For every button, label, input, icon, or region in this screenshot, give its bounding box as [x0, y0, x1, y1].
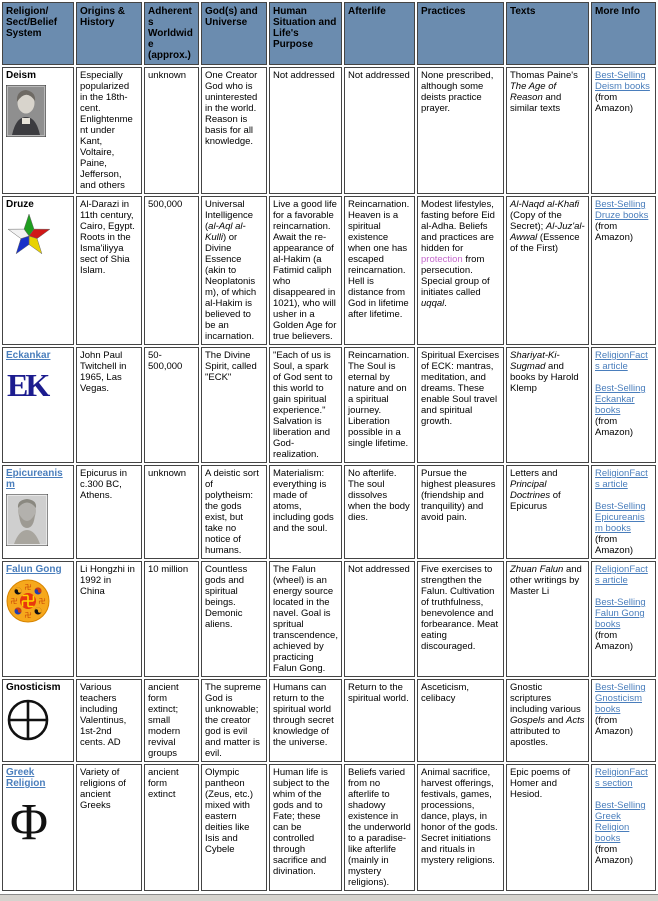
italic-text: Gospels [510, 715, 545, 726]
table-row [2, 679, 656, 762]
more-info-link[interactable]: Best-Selling Druze books [595, 199, 649, 221]
more-info-cell [591, 196, 656, 345]
more-info-link[interactable]: Best-Selling Eckankar books [595, 383, 646, 416]
afterlife-cell: Not addressed [344, 561, 415, 677]
spacer [595, 789, 652, 800]
column-header-1: Origins & History [76, 2, 142, 65]
religion-cell [2, 67, 74, 194]
practices-cell: Asceticism, celibacy [417, 679, 504, 762]
texts-cell: Zhuan Falun and other writings by Master Li [506, 561, 589, 677]
italic-text: Principal Doctrines [510, 479, 551, 501]
origins-cell: Epicurus in c.300 BC, Athens. [76, 465, 142, 559]
more-info-link[interactable]: ReligionFacts article [595, 564, 648, 586]
druze-star-icon [6, 214, 70, 258]
more-info-cell [591, 764, 656, 891]
gnostic-circle-cross-icon [6, 697, 70, 743]
religion-name [6, 564, 70, 575]
column-header-0: Religion/Sect/Belief System [2, 2, 74, 65]
practices-cell: None prescribed, although some deists practice prayer. [417, 67, 504, 194]
adherents-cell: unknown [144, 465, 199, 559]
italic-text: Al-Juz'al-Awwal [510, 221, 585, 243]
human-situation-cell: Not addressed [269, 67, 342, 194]
religion-name [6, 767, 70, 789]
svg-text:EK: EK [7, 367, 48, 403]
visited-link[interactable]: protection [421, 254, 463, 265]
italic-text: al-Aql al-Kulli [205, 221, 246, 243]
human-situation-cell: Live a good life for a favorable reincarnation. Await the re-appearance of al-Hakim (a Fatimid caliph who disappeared in 1021), who will usher in a Golden Age for true believers. [269, 196, 342, 345]
religion-name: Druze [6, 199, 34, 210]
more-info-note: (from Amazon) [595, 221, 634, 243]
religion-cell [2, 465, 74, 559]
adherents-cell: 50-500,000 [144, 347, 199, 463]
origins-cell: Especially popularized in the 18th-cent. Enlightenment under Kant, Voltaire, Paine, Jefferson, and others [76, 67, 142, 194]
more-info-note: (from Amazon) [595, 92, 634, 114]
table-row [2, 347, 656, 463]
italic-text: Zhuan Falun [510, 564, 564, 575]
gods-cell: One Creator God who is uninterested in the world. Reason is basis for all knowledge. [201, 67, 267, 194]
bottom-strip [0, 894, 658, 901]
column-header-8: More Info [591, 2, 656, 65]
more-info-cell [591, 679, 656, 762]
afterlife-cell: Not addressed [344, 67, 415, 194]
more-info-link[interactable]: Best-Selling Greek Religion books [595, 800, 646, 844]
adherents-cell: 500,000 [144, 196, 199, 345]
more-info-note: (from Amazon) [595, 715, 634, 737]
column-header-6: Practices [417, 2, 504, 65]
spacer [595, 372, 652, 383]
texts-cell: Letters and Principal Doctrines of Epicurus [506, 465, 589, 559]
gods-cell: The Divine Spirit, called "ECK" [201, 347, 267, 463]
human-situation-cell: "Each of us is Soul, a spark of God sent to this world to gain spiritual experience." Salvation is liberation and God-realization. [269, 347, 342, 463]
religion-name-link[interactable]: Falun Gong [6, 564, 62, 575]
more-info-link[interactable]: Best-Selling Gnosticism books [595, 682, 646, 715]
practices-cell: Pursue the highest pleasures (friendship and tranquility) and avoid pain. [417, 465, 504, 559]
italic-text: uqqal [421, 298, 445, 309]
religion-cell [2, 764, 74, 891]
gods-cell: Olympic pantheon (Zeus, etc.) mixed with eastern deities like Isis and Cybele [201, 764, 267, 891]
column-header-7: Texts [506, 2, 589, 65]
more-info-cell [591, 347, 656, 463]
deism-portrait-icon [6, 85, 70, 137]
religion-cell [2, 347, 74, 463]
gods-cell: Countless gods and spiritual beings. Demonic aliens. [201, 561, 267, 677]
more-info-note: (from Amazon) [595, 844, 634, 866]
more-info-note: (from Amazon) [595, 630, 634, 652]
table-row [2, 561, 656, 677]
more-info-cell [591, 67, 656, 194]
adherents-cell: 10 million [144, 561, 199, 677]
table-row [2, 764, 656, 891]
table-row [2, 67, 656, 194]
afterlife-cell: Return to the spiritual world. [344, 679, 415, 762]
origins-cell: Variety of religions of ancient Greeks [76, 764, 142, 891]
human-situation-cell: Human life is subject to the whim of the gods and to Fate; these can be controlled through sacrifice and divination. [269, 764, 342, 891]
texts-cell: Thomas Paine's The Age of Reason and similar texts [506, 67, 589, 194]
religion-name: Gnosticism [6, 682, 61, 693]
religion-name [6, 350, 70, 361]
religion-name [6, 468, 70, 490]
religion-cell [2, 196, 74, 345]
adherents-cell: ancient form extinct [144, 764, 199, 891]
column-header-2: Adherents Worldwide (approx.) [144, 2, 199, 65]
italic-text: Acts [566, 715, 585, 726]
afterlife-cell: Reincarnation. Heaven is a spiritual existence when one has escaped reincarnation. Hell is distance from God in lifetime after lifetime. [344, 196, 415, 345]
gods-cell: A deistic sort of polytheism: the gods exist, but take no notice of humans. [201, 465, 267, 559]
falun-emblem-icon[interactable] [6, 579, 70, 623]
column-header-3: God(s) and Universe [201, 2, 267, 65]
practices-cell: Spiritual Exercises of ECK: mantras, meditation, and dreams. These enable Soul travel and spiritual growth. [417, 347, 504, 463]
human-situation-cell: Materialism: everything is made of atoms, including gods and the soul. [269, 465, 342, 559]
texts-cell: Epic poems of Homer and Hesiod. [506, 764, 589, 891]
italic-text: Al-Naqd al-Khafi [510, 199, 580, 210]
origins-cell: Various teachers including Valentinus, 1st-2nd cents. AD [76, 679, 142, 762]
italic-text: Shariyat-Ki-Sugmad [510, 350, 560, 372]
more-info-link[interactable]: Best-Selling Falun Gong books [595, 597, 646, 630]
texts-cell: Al-Naqd al-Khafi (Copy of the Secret); Al-Juz'al-Awwal (Essence of the First) [506, 196, 589, 345]
human-situation-cell: The Falun (wheel) is an energy source located in the navel. Goal is spritual transcendence, achieved by practicing Falun Gong. [269, 561, 342, 677]
origins-cell: Al-Darazi in 11th century, Cairo, Egypt. Roots in the Isma'iliyya sect of Shia Islam. [76, 196, 142, 345]
table-body [2, 67, 656, 891]
more-info-link[interactable]: ReligionFacts article [595, 350, 648, 372]
epicurus-bust-icon[interactable] [6, 494, 70, 546]
afterlife-cell: No afterlife. The soul dissolves when the body dies. [344, 465, 415, 559]
spacer [595, 586, 652, 597]
table-row [2, 196, 656, 345]
column-header-5: Afterlife [344, 2, 415, 65]
religion-name: Deism [6, 70, 37, 81]
table-row [2, 465, 656, 559]
religion-cell [2, 561, 74, 677]
gods-cell: The supreme God is unknowable; the creator god is evil and matter is evil. [201, 679, 267, 762]
origins-cell: Li Hongzhi in 1992 in China [76, 561, 142, 677]
more-info-note: (from Amazon) [595, 416, 634, 438]
svg-text:Φ: Φ [10, 794, 49, 849]
more-info-cell [591, 465, 656, 559]
afterlife-cell: Reincarnation. The Soul is eternal by nature and on a spiritual journey. Liberation possible in a single lifetime. [344, 347, 415, 463]
adherents-cell: ancient form extinct; small modern revival groups [144, 679, 199, 762]
practices-cell: Modest lifestyles, fasting before Eid al-Adha. Beliefs and practices are hidden for protection from persecution. Special group of initiates called uqqal. [417, 196, 504, 345]
origins-cell: John Paul Twitchell in 1965, Las Vegas. [76, 347, 142, 463]
adherents-cell: unknown [144, 67, 199, 194]
eckankar-logo-icon[interactable] [6, 365, 70, 405]
header-row [2, 2, 656, 65]
column-header-4: Human Situation and Life's Purpose [269, 2, 342, 65]
phi-symbol-icon[interactable] [6, 793, 70, 849]
religion-name-link[interactable]: Epicureanism [6, 468, 63, 490]
religion-cell [2, 679, 74, 762]
spacer [595, 490, 652, 501]
texts-cell: Gnostic scriptures including various Gospels and Acts attributed to apostles. [506, 679, 589, 762]
gods-cell: Universal Intelligence (al-Aql al-Kulli) or Divine Essence (akin to Neoplatonism), of which al-Hakim is believed to be an incarnation. [201, 196, 267, 345]
more-info-link[interactable]: ReligionFacts article [595, 468, 648, 490]
human-situation-cell: Humans can return to the spiritual world through secret knowledge of the universe. [269, 679, 342, 762]
afterlife-cell: Beliefs varied from no afterlife to shadowy existence in the underworld to a paradise-like afterlife (mainly in mystery religions). [344, 764, 415, 891]
more-info-note: (from Amazon) [595, 534, 634, 556]
practices-cell: Animal sacrifice, harvest offerings, festivals, games, processions, dance, plays, in honor of the gods. Secret initiations and rituals in mystery religions. [417, 764, 504, 891]
more-info-link[interactable]: Best-Selling Deism books [595, 70, 650, 92]
italic-text: The Age of Reason [510, 81, 557, 103]
texts-cell: Shariyat-Ki-Sugmad and books by Harold Klemp [506, 347, 589, 463]
religion-name-link[interactable]: Eckankar [6, 350, 51, 361]
religion-name-link[interactable]: Greek Religion [6, 767, 46, 789]
more-info-link[interactable]: ReligionFacts section [595, 767, 648, 789]
more-info-link[interactable]: Best-Selling Epicureanism books [595, 501, 646, 534]
more-info-cell [591, 561, 656, 677]
practices-cell: Five exercises to strengthen the Falun. Cultivation of truthfulness, benevolence and forbearance. Meat eating discouraged. [417, 561, 504, 677]
